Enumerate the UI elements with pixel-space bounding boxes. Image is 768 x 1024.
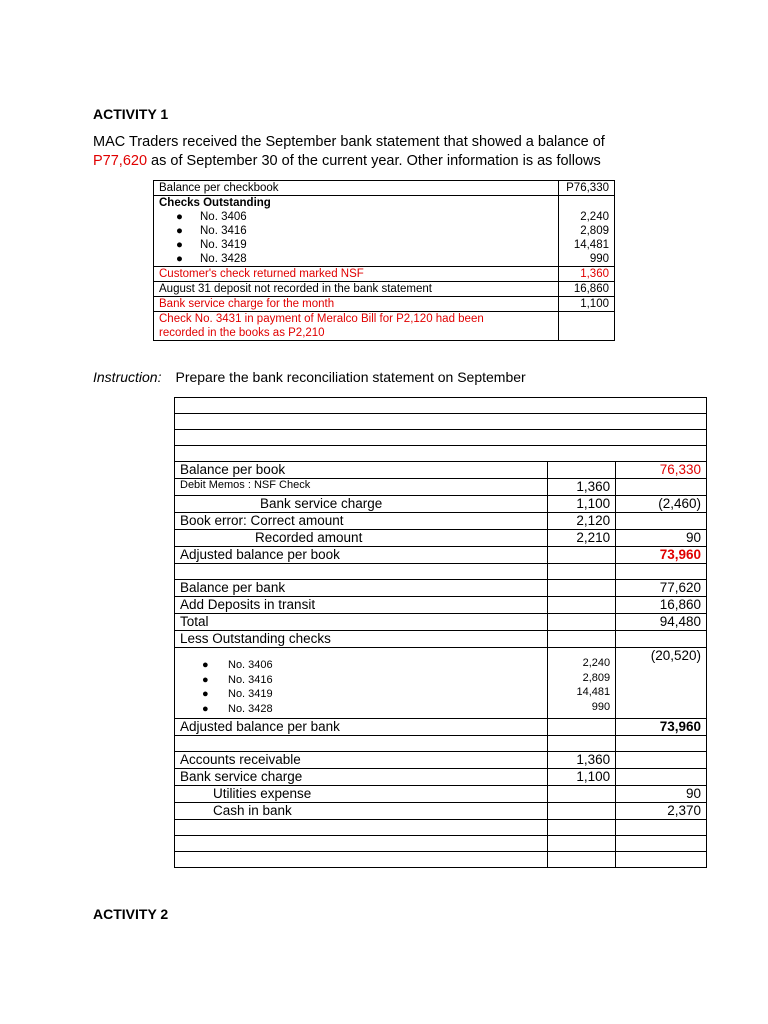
instruction [93, 369, 526, 385]
recon-os-row: ● No. 3416 [202, 673, 273, 686]
recon-recorded-amount: 2,210 [547, 530, 615, 547]
recon-balance-bank: Balance per bank [175, 580, 548, 597]
info-check-value: 990 [559, 252, 615, 267]
info-check-value: 2,240 [559, 210, 615, 224]
info-check-row: ● No. 3419 [154, 238, 559, 252]
info-error-label: Check No. 3431 in payment of Meralco Bill for P2,120 had been recorded in the books as P2,210 [154, 312, 559, 341]
intro-amount: P77,620 [93, 153, 148, 169]
info-nsf-value: 1,360 [559, 267, 615, 282]
recon-debit-total: (2,460) [616, 496, 707, 513]
recon-bsc-value: 1,100 [547, 769, 615, 786]
recon-os-row: ● No. 3428 [202, 702, 273, 715]
info-deposit-value: 16,860 [559, 282, 615, 297]
recon-os-values: 2,240 2,809 14,481 990 [547, 648, 615, 719]
instruction-label: Instruction: [93, 369, 162, 385]
recon-correct-amount: 2,120 [547, 513, 615, 530]
recon-adj-book: Adjusted balance per book [175, 547, 548, 564]
intro-line1: MAC Traders received the September bank statement that showed a balance of [93, 134, 605, 150]
info-check-row: ● No. 3416 [154, 224, 559, 238]
recon-os-row: ● No. 3406 [202, 659, 273, 671]
recon-os-list [175, 648, 548, 719]
info-deposit-label: August 31 deposit not recorded in the bank statement [154, 282, 559, 297]
info-check-row: ● No. 3428 [154, 252, 559, 267]
info-service-label: Bank service charge for the month [154, 297, 559, 312]
info-check-value: 2,809 [559, 224, 615, 238]
recon-total-value: 94,480 [616, 614, 707, 631]
recon-balance-book: Balance per book [175, 462, 548, 479]
recon-adj-bank-value: 73,960 [616, 719, 707, 736]
reconciliation-table [174, 397, 707, 868]
recon-bank-charge-value: 1,100 [547, 496, 615, 513]
recon-balance-bank-value: 77,620 [616, 580, 707, 597]
recon-cash: Cash in bank [175, 803, 548, 820]
recon-cash-value: 2,370 [616, 803, 707, 820]
recon-util: Utilities expense [175, 786, 548, 803]
recon-os-total: (20,520) [616, 648, 707, 719]
intro-paragraph [93, 133, 713, 171]
recon-deposits-value: 16,860 [616, 597, 707, 614]
info-service-value: 1,100 [559, 297, 615, 312]
recon-deposits: Add Deposits in transit [175, 597, 548, 614]
recon-bsc: Bank service charge [175, 769, 548, 786]
info-table [153, 180, 615, 341]
info-check-row: ● No. 3406 [154, 210, 559, 224]
activity2-heading: ACTIVITY 2 [93, 906, 169, 922]
info-nsf-label: Customer's check returned marked NSF [154, 267, 559, 282]
recon-error-diff: 90 [616, 530, 707, 547]
recon-ar: Accounts receivable [175, 752, 548, 769]
recon-nsf-value: 1,360 [547, 479, 615, 496]
info-balance-label: Balance per checkbook [154, 181, 559, 196]
recon-less-os: Less Outstanding checks [175, 631, 548, 648]
recon-recorded: Recorded amount [175, 530, 548, 547]
info-check-value: 14,481 [559, 238, 615, 252]
recon-adj-bank: Adjusted balance per bank [175, 719, 548, 736]
activity1-heading: ACTIVITY 1 [93, 106, 169, 122]
recon-bank-charge: Bank service charge [175, 496, 548, 513]
recon-debit-memos: Debit Memos : NSF Check [175, 479, 548, 496]
recon-os-row: ● No. 3419 [202, 688, 273, 700]
recon-util-value: 90 [616, 786, 707, 803]
intro-line2: as of September 30 of the current year. Other information is as follows [147, 153, 601, 169]
recon-adj-book-value: 73,960 [616, 547, 707, 564]
info-balance-value: P76,330 [559, 181, 615, 196]
instruction-text: Prepare the bank reconciliation statement on September [175, 369, 526, 385]
recon-ar-value: 1,360 [547, 752, 615, 769]
info-checks-label: Checks Outstanding [154, 196, 559, 211]
recon-balance-book-value: 76,330 [616, 462, 707, 479]
recon-book-error: Book error: Correct amount [175, 513, 548, 530]
recon-total: Total [175, 614, 548, 631]
